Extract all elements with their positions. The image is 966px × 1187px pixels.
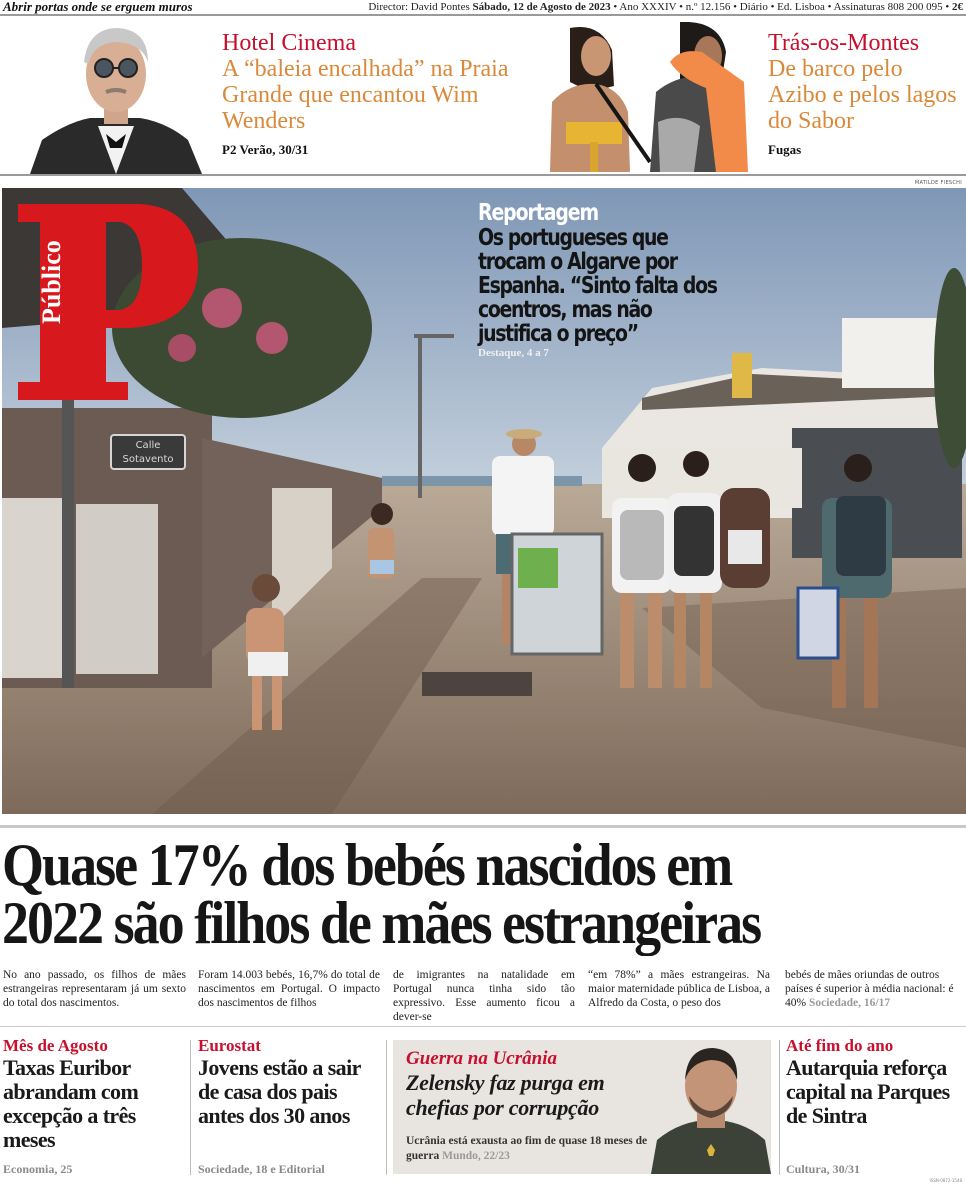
- story-section: Economia, 25: [3, 1162, 73, 1176]
- story-section: Cultura, 30/31: [786, 1162, 861, 1176]
- girls-life-jacket-photo[interactable]: [530, 22, 756, 174]
- publico-wordmark-icon: [36, 206, 66, 326]
- story-eurostat[interactable]: [198, 1036, 378, 1176]
- lead-headline-line2: 2022 são filhos de mães estrangeiras: [2, 890, 761, 956]
- story-euribor[interactable]: [3, 1036, 183, 1176]
- lede-column-3: de imigrantes na natalidade em Portugal nunca tinha sido tão expressivo. Esse aumento ficou a dever-se: [393, 969, 575, 1023]
- report-reference: Destaque, 4 a 7: [478, 347, 549, 359]
- lede-column-5: [785, 968, 965, 1010]
- masthead-strip: [0, 0, 966, 16]
- report-headline: Os portugueses que trocam o Algarve por Espanha. “Sinto falta dos coentros, mas não justifica o preço”: [478, 225, 717, 347]
- svg-text:Público: Público: [37, 240, 66, 324]
- teasers-row: [0, 18, 966, 176]
- street-sign-line1: Calle: [135, 440, 161, 451]
- teaser-section: Fugas: [768, 142, 802, 157]
- story-headline: Jovens estão a sair de casa dos pais antes dos 30 anos: [198, 1055, 361, 1128]
- story-subhead-text: Ucrânia está exausta ao fim de quase 18 meses de guerra: [406, 1135, 648, 1162]
- story-kicker: Até fim do ano: [786, 1036, 894, 1055]
- divider: [779, 1040, 780, 1175]
- story-kicker: Eurostat: [198, 1036, 261, 1055]
- photo-image-icon: [530, 22, 756, 174]
- divider: [386, 1040, 387, 1175]
- story-kicker: Mês de Agosto: [3, 1036, 108, 1055]
- lead-reference[interactable]: Sociedade, 16/17: [808, 997, 891, 1009]
- publico-wordmark: [36, 206, 66, 326]
- story-headline: Taxas Euribor abrandam com excepção a três meses: [3, 1055, 139, 1152]
- slogan: Abrir portas onde se erguem muros: [3, 0, 193, 14]
- street-sign: [110, 434, 186, 470]
- masthead-info: [368, 1, 963, 13]
- wim-wenders-photo[interactable]: [28, 22, 204, 174]
- story-section: Sociedade, 18 e Editorial: [198, 1162, 325, 1176]
- photo-credit: MATILDE FIESCHI: [914, 180, 962, 186]
- story-ukraine[interactable]: [393, 1040, 771, 1174]
- report-kicker: Reportagem: [478, 200, 599, 226]
- teaser-headline: A “baleia encalhada” na Praia Grande que encantou Wim Wenders: [222, 56, 509, 134]
- story-kicker: Guerra na Ucrânia: [406, 1048, 557, 1069]
- portrait-image-icon: [28, 22, 204, 174]
- lede-column-4: “em 78%” a mães estrangeiras. Na maior maternidade pública de Lisboa, a Alfredo da Costa, o peso dos: [588, 969, 771, 1009]
- director: Director: David Pontes: [368, 1, 470, 13]
- divider: [0, 174, 966, 176]
- lead-headline[interactable]: [2, 832, 866, 956]
- issue-details: • Ano XXXIV • n.º 12.156 • Diário • Ed. Lisboa • Assinaturas 808 200 095 •: [613, 1, 950, 13]
- lede-column-2: Foram 14.003 bebés, 16,7% do total de nascimentos em Portugal. O impacto dos nascimentos de filhos: [198, 969, 380, 1009]
- lede-column-5-text: bebés de mães oriundas de outros países é superior à média nacional: é 40%: [785, 969, 954, 1009]
- report-overlay[interactable]: [478, 200, 728, 359]
- lead-headline-line1: Quase 17% dos bebés nascidos em: [2, 832, 732, 898]
- price: 2€: [952, 1, 963, 13]
- issue-date: Sábado, 12 de Agosto de 2023: [472, 1, 611, 13]
- story-headline: Zelensky faz purga em chefias por corrupção: [406, 1070, 605, 1120]
- story-sintra[interactable]: [786, 1036, 964, 1176]
- story-section: Mundo, 22/23: [442, 1150, 510, 1162]
- lede-column-1: No ano passado, os filhos de mães estrangeiras representaram já um sexto do total dos nascimentos.: [3, 969, 186, 1009]
- divider: [0, 825, 966, 828]
- divider: [0, 1026, 966, 1027]
- teaser-headline: De barco pelo Azibo e pelos lagos do Sabor: [768, 56, 957, 134]
- teaser-hotel-cinema[interactable]: [222, 30, 522, 158]
- issn: ISSN-0872-1548: [929, 1178, 962, 1183]
- street-sign-line2: Sotavento: [122, 454, 174, 465]
- teaser-section: P2 Verão, 30/31: [222, 142, 309, 157]
- story-headline: Autarquia reforça capital na Parques de Sintra: [786, 1055, 950, 1128]
- zelensky-photo[interactable]: [651, 1040, 771, 1174]
- teaser-kicker: Trás-os-Montes: [768, 30, 920, 56]
- teaser-kicker: Hotel Cinema: [222, 30, 356, 56]
- divider: [190, 1040, 191, 1175]
- teaser-tras-os-montes[interactable]: [768, 30, 964, 158]
- story-subhead: [406, 1134, 661, 1164]
- portrait-image-icon: [651, 1040, 771, 1174]
